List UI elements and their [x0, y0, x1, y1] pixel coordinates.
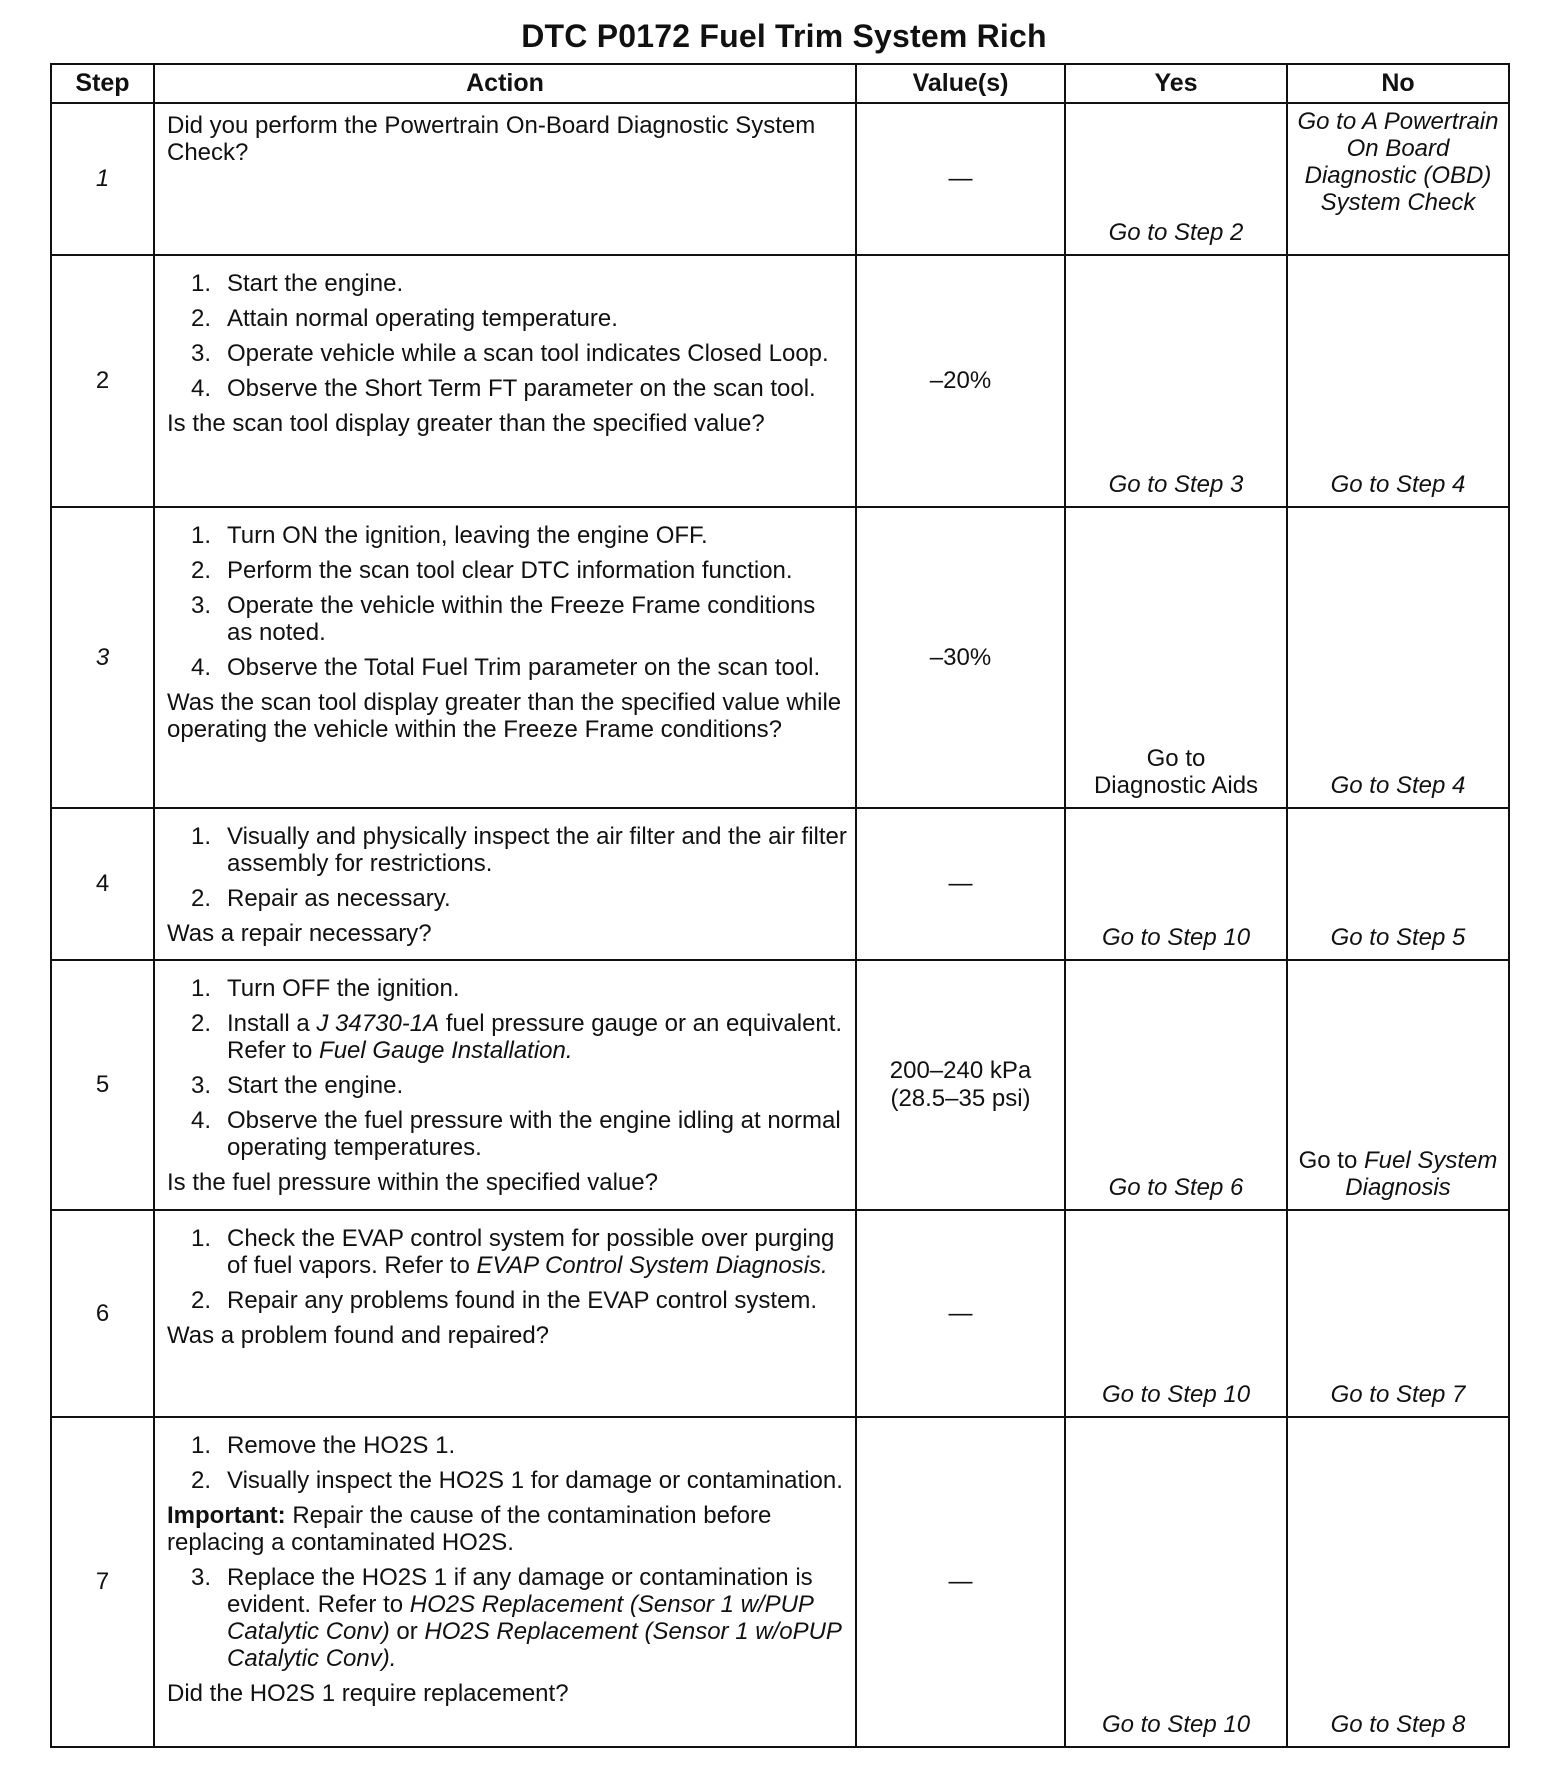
no-link[interactable]: [1287, 103, 1509, 255]
action-steps: [167, 823, 847, 912]
list-item: 2. Repair any problems found in the EVAP control system.: [191, 1287, 818, 1314]
yes-link[interactable]: Go to Step 6: [1065, 960, 1287, 1210]
table-row: [51, 103, 1509, 255]
list-item: 1. Remove the HO2S 1.: [191, 1432, 456, 1459]
list-item: 4. Observe the fuel pressure with the engine idling at normal operating temperatures.: [191, 1107, 841, 1161]
list-item: 1. Turn ON the ignition, leaving the engine OFF.: [191, 522, 708, 549]
diagnostic-table: [50, 63, 1510, 1748]
action-steps: [167, 1432, 847, 1494]
value-cell: —: [856, 1417, 1065, 1747]
table-row: [51, 960, 1509, 1210]
list-item: 2. Perform the scan tool clear DTC information function.: [191, 557, 793, 584]
list-item: 3. Replace the HO2S 1 if any damage or contamination is evident. Refer to HO2S Replacement (Sensor 1 w/PUP Catalytic Conv) or HO2S Replacement (Sensor 1 w/oPUP Catalytic Conv).: [191, 1564, 842, 1672]
yes-link[interactable]: Go to Step 10: [1065, 1417, 1287, 1747]
list-item: 1. Check the EVAP control system for possible over purging of fuel vapors. Refer to EVAP Control System Diagnosis.: [191, 1225, 835, 1279]
action-steps: [167, 270, 847, 402]
no-link[interactable]: Go to Step 7: [1287, 1210, 1509, 1417]
step-number: 2: [51, 255, 154, 507]
action-question: Was the scan tool display greater than the specified value while operating the vehicle within the Freeze Frame conditions?: [167, 689, 842, 743]
list-item: 1. Visually and physically inspect the air filter and the air filter assembly for restrictions.: [191, 823, 847, 877]
action-question: Was a repair necessary?: [167, 920, 432, 947]
action-cell: [154, 1210, 856, 1417]
header-values: Value(s): [856, 64, 1065, 103]
list-item: 1. Start the engine.: [191, 270, 404, 297]
value-cell: [856, 103, 1065, 255]
no-link[interactable]: Go to Fuel System Diagnosis: [1287, 960, 1509, 1210]
list-item: 2. Visually inspect the HO2S 1 for damage or contamination.: [191, 1467, 843, 1494]
action-steps: [167, 975, 847, 1161]
list-item: 4. Observe the Total Fuel Trim parameter on the scan tool.: [191, 654, 821, 681]
step-number: 5: [51, 960, 154, 1210]
action-cell: [154, 1417, 856, 1747]
action-cell: [154, 960, 856, 1210]
value-cell: –20%: [856, 255, 1065, 507]
value-cell: 200–240 kPa (28.5–35 psi): [856, 960, 1065, 1210]
procedure-link[interactable]: EVAP Control System Diagnosis.: [476, 1252, 828, 1279]
important-note: Important: Repair the cause of the contamination before replacing a contaminated HO2S.: [167, 1502, 772, 1556]
action-question: Is the scan tool display greater than the specified value?: [167, 410, 765, 437]
no-link[interactable]: Go to Step 4: [1287, 255, 1509, 507]
no-link[interactable]: Go to Step 4: [1287, 507, 1509, 808]
yes-link[interactable]: Go to Step 10: [1065, 808, 1287, 960]
yes-link[interactable]: Go to Diagnostic Aids: [1065, 507, 1287, 808]
no-link-text: Go to A Powertrain On Board Diagnostic (OBD) System Check: [1297, 108, 1499, 216]
step-number: 4: [51, 808, 154, 960]
list-item: 4. Observe the Short Term FT parameter on the scan tool.: [191, 375, 816, 402]
action-steps: [167, 1225, 847, 1314]
list-item: 1. Turn OFF the ignition.: [191, 975, 460, 1002]
yes-link[interactable]: Go to Step 3: [1065, 255, 1287, 507]
yes-link[interactable]: Go to Step 10: [1065, 1210, 1287, 1417]
page-title: DTC P0172 Fuel Trim System Rich: [521, 18, 1047, 54]
yes-link[interactable]: Go to Step 2: [1065, 103, 1287, 255]
procedure-link[interactable]: HO2S Replacement (Sensor 1 w/oPUP Catalytic Conv).: [227, 1618, 842, 1672]
table-row: [51, 1210, 1509, 1417]
tool-ref: J 34730-1A: [316, 1010, 440, 1037]
action-cell: [154, 255, 856, 507]
list-item: 2. Install a J 34730-1A fuel pressure gauge or an equivalent. Refer to Fuel Gauge Installation.: [191, 1010, 843, 1064]
procedure-link[interactable]: HO2S Replacement (Sensor 1 w/PUP Catalytic Conv): [227, 1591, 814, 1645]
action-steps: [167, 522, 847, 681]
step-number: 6: [51, 1210, 154, 1417]
no-link[interactable]: Go to Step 8: [1287, 1417, 1509, 1747]
value-text: —: [948, 165, 973, 192]
action-question: Did you perform the Powertrain On-Board Diagnostic System Check?: [167, 112, 816, 166]
list-item: 3. Start the engine.: [191, 1072, 404, 1099]
step-number: 3: [51, 507, 154, 808]
value-cell: —: [856, 808, 1065, 960]
header-step: Step: [51, 64, 154, 103]
header-yes: Yes: [1065, 64, 1287, 103]
table-row: [51, 255, 1509, 507]
action-steps: [167, 1564, 847, 1672]
table-row: [51, 507, 1509, 808]
no-link[interactable]: Go to Step 5: [1287, 808, 1509, 960]
list-item: 3. Operate the vehicle within the Freeze Frame conditions as noted.: [191, 592, 816, 646]
action-question: Did the HO2S 1 require replacement?: [167, 1680, 569, 1707]
header-row: [51, 64, 1509, 103]
list-item: 3. Operate vehicle while a scan tool indicates Closed Loop.: [191, 340, 829, 367]
action-question: Was a problem found and repaired?: [167, 1322, 550, 1349]
action-cell: [154, 808, 856, 960]
header-no: No: [1287, 64, 1509, 103]
list-item: 2. Repair as necessary.: [191, 885, 451, 912]
step-number: 7: [51, 1417, 154, 1747]
action-cell: [154, 103, 856, 255]
step-number: 1: [51, 103, 154, 255]
value-cell: –30%: [856, 507, 1065, 808]
header-action: Action: [154, 64, 856, 103]
list-item: 2. Attain normal operating temperature.: [191, 305, 618, 332]
table-row: [51, 1417, 1509, 1747]
action-question: Is the fuel pressure within the specified value?: [167, 1169, 658, 1196]
table-row: [51, 808, 1509, 960]
value-cell: —: [856, 1210, 1065, 1417]
procedure-link[interactable]: Fuel Gauge Installation.: [319, 1037, 573, 1064]
action-cell: [154, 507, 856, 808]
